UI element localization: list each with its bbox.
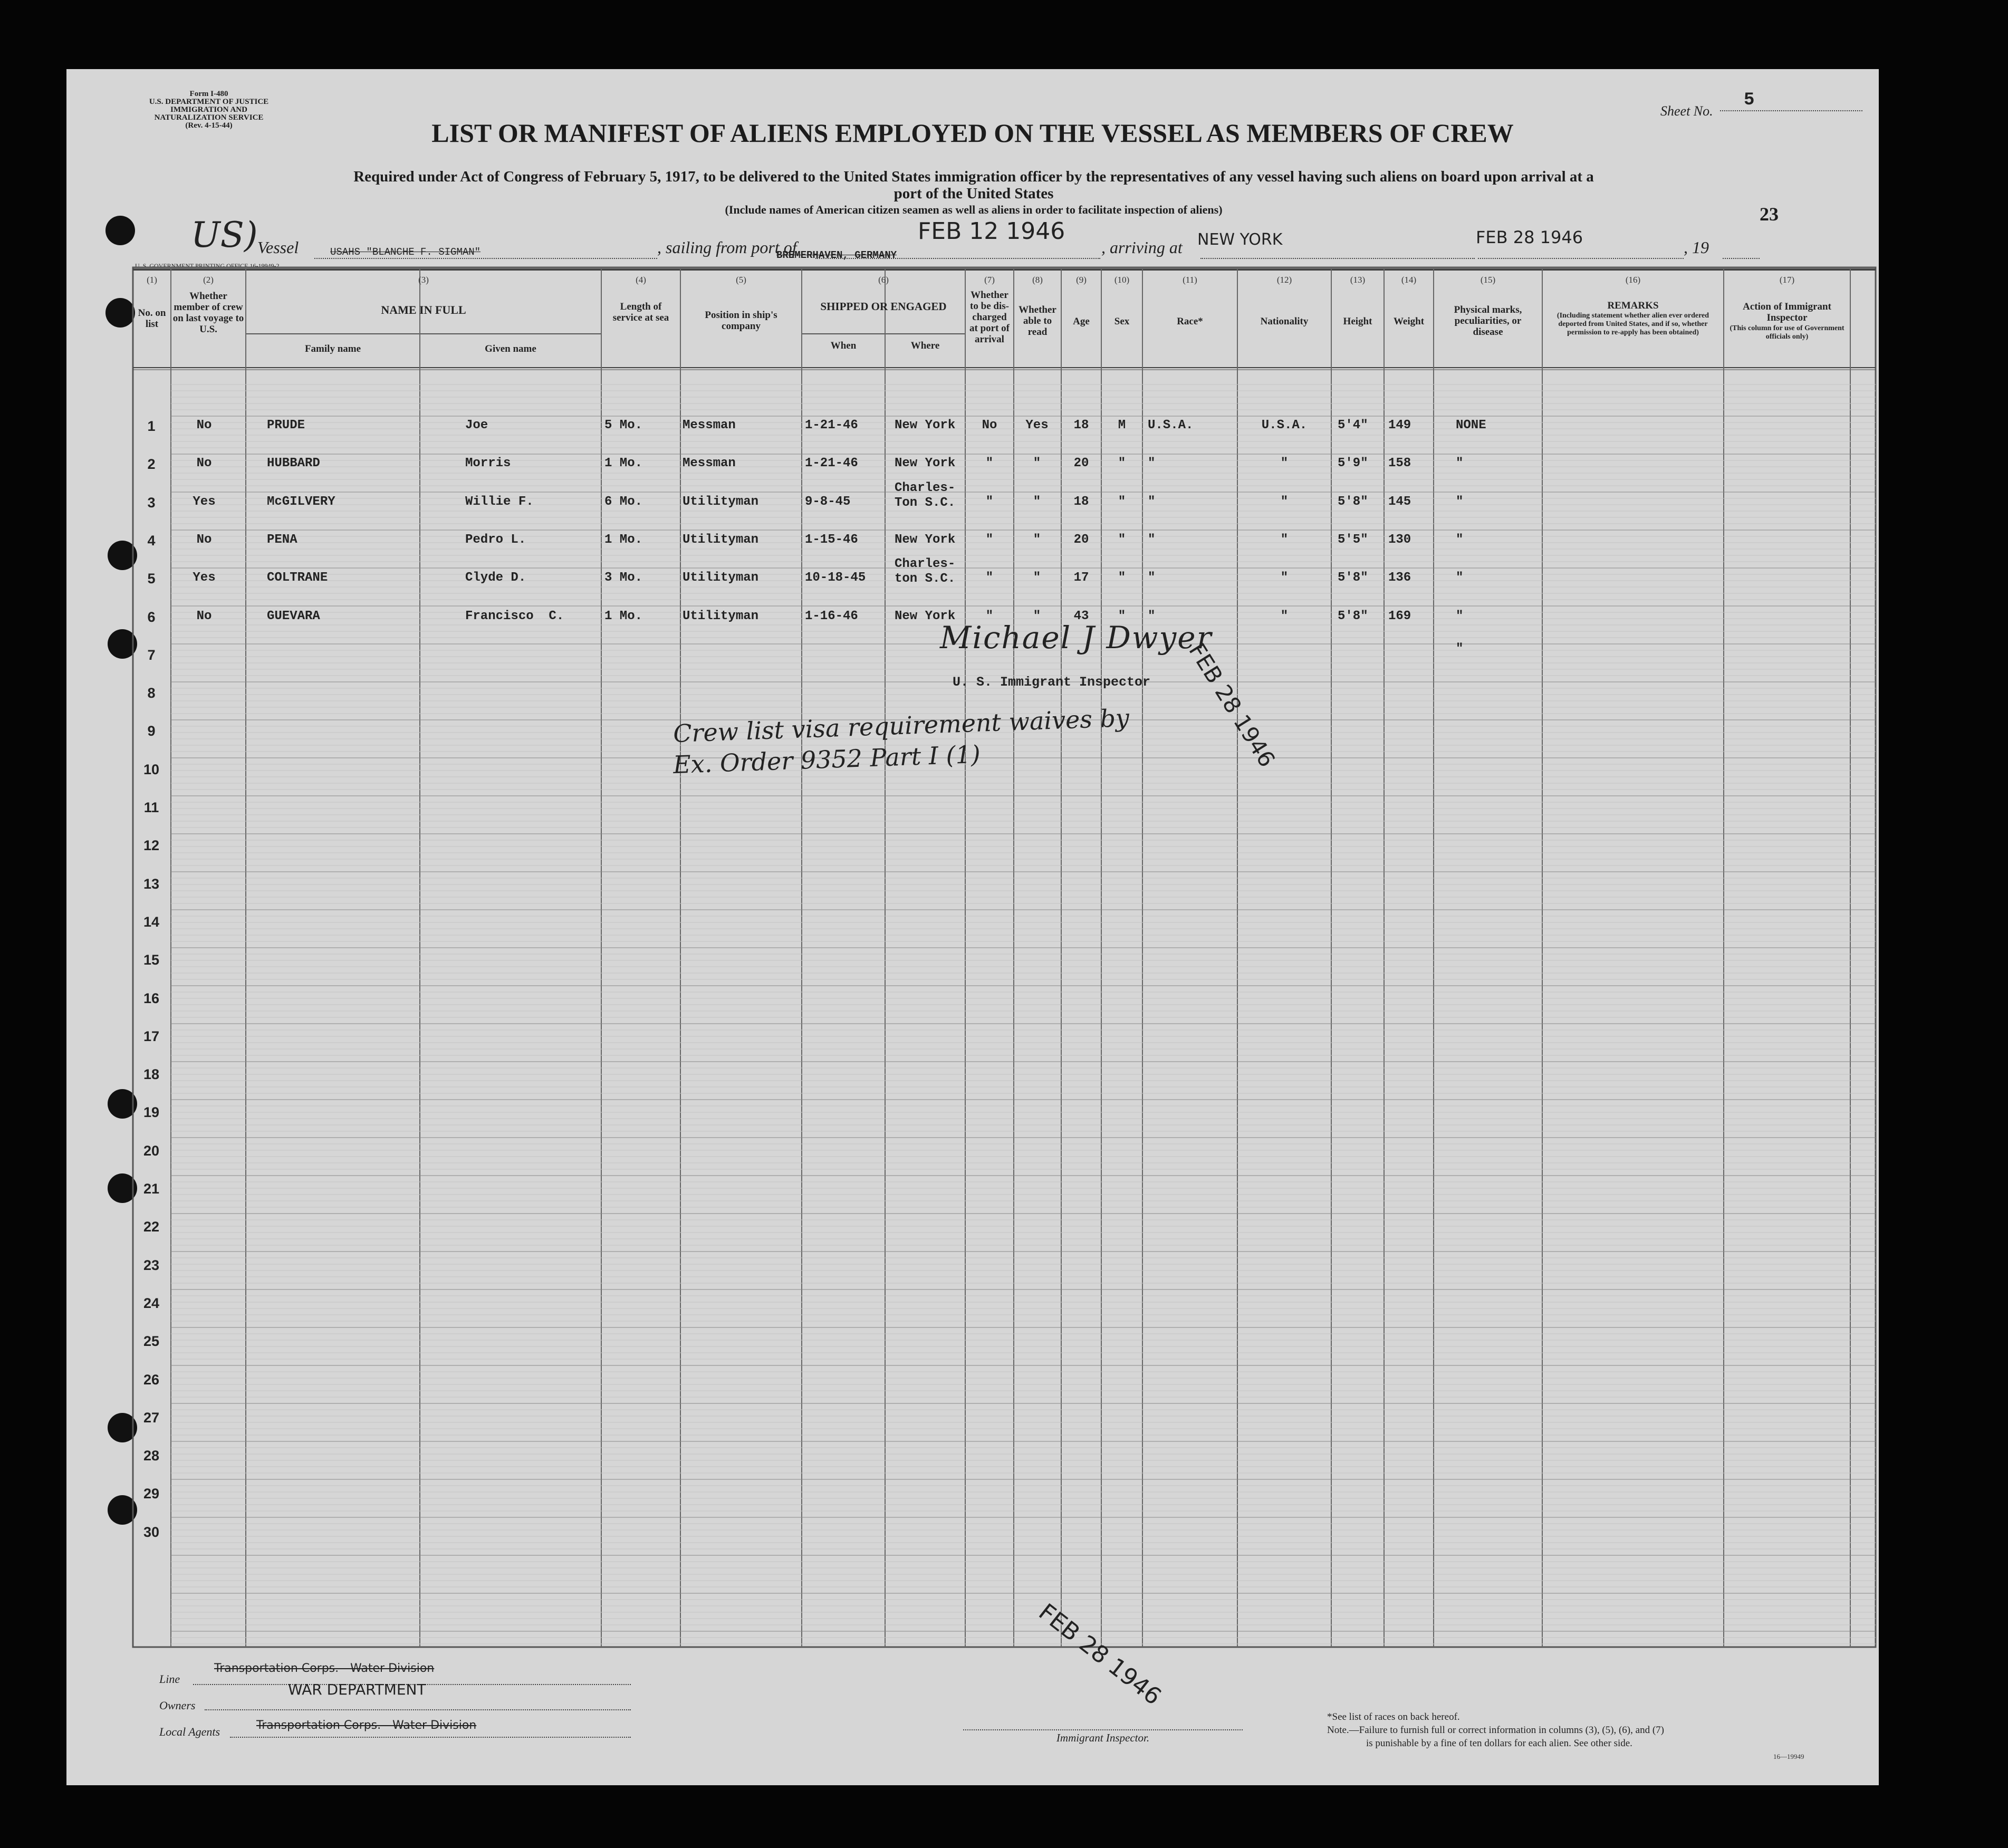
row-number: 24 [143,1295,160,1311]
cell-position: Utilityman [683,609,759,623]
subtitle-line-2: port of the United States [893,185,1054,202]
cell-read: " [1033,494,1041,509]
cell-member: No [196,418,212,432]
colnum-9: (9) [1076,275,1087,285]
colnum-11: (11) [1183,275,1197,285]
revision-date: (Rev. 4-15-44) [185,121,233,130]
colnum-3: (3) [418,275,429,285]
cell-race: " [1148,571,1156,585]
row-number: 18 [143,1066,160,1083]
cell-when: 9-8-45 [805,494,851,509]
header-family-name: Family name [304,343,361,354]
races-note: *See list of races on back hereof. [1327,1711,1460,1722]
cell-height: 5'8" [1338,571,1368,585]
row-number: 20 [143,1142,160,1159]
cell-age: 43 [1073,609,1089,623]
cell-height: 5'9" [1338,456,1368,471]
footer-notes [1327,1710,1664,1750]
colnum-1: (1) [147,275,157,285]
colnum-13: (13) [1350,275,1366,285]
sailing-port: BREMERHAVEN, GERMANY [776,249,897,261]
cell-position: Utilityman [683,571,759,585]
row-number: 29 [143,1486,160,1502]
header-name-in-full: NAME IN FULL [381,303,466,316]
cell-length: 1 Mo. [604,609,643,623]
cell-where: New York [895,532,956,547]
cell-age: 17 [1073,571,1089,585]
cell-where: New York [895,609,956,623]
cell-height: 5'4" [1338,418,1368,432]
cell-when: 1-16-46 [805,609,858,623]
row-number: 16 [143,990,160,1006]
cell-weight: 136 [1388,571,1411,585]
colnum-15: (15) [1480,275,1496,285]
header-length-of-service: Length of service at sea [612,301,669,323]
cell-discharged: " [985,456,994,471]
cell-where: Charles- Ton S.C. [895,480,956,510]
cell-sex: " [1118,456,1126,471]
manifest-sheet [66,69,1879,1785]
cell-family: McGILVERY [267,494,335,509]
penalty-note-1: Note.—Failure to furnish full or correct information in columns (3), (5), (6), and (7) [1327,1725,1664,1736]
header-where: Where [910,340,940,351]
row-number: 3 [147,494,156,511]
year-label: , 19 [1684,238,1709,257]
cell-sex: M [1118,418,1126,432]
cell-weight: 149 [1388,418,1411,432]
header-action: Action of Immigrant Inspector [1743,301,1831,323]
vessel-label: Vessel [257,238,299,257]
cell-position: Utilityman [683,494,759,509]
signature-date-stamp: FEB 28 1946 [1184,639,1281,772]
cell-race: " [1148,532,1156,547]
header-remarks: REMARKS [1607,300,1659,311]
row-number: 21 [143,1181,160,1197]
cell-position: Messman [683,456,736,471]
cell-member: No [196,609,212,623]
cell-given: Clyde D. [465,571,526,585]
cell-read: " [1033,456,1041,471]
header-action-note: (This column for use of Government officials only) [1730,324,1844,341]
cell-read: Yes [1025,418,1049,432]
cell-when: 1-15-46 [805,532,858,547]
cell-when: 1-21-46 [805,418,858,432]
cell-read: " [1033,609,1041,623]
footer-agents-label: Local Agents [159,1725,220,1738]
cell-race: U.S.A. [1148,418,1194,432]
cell-sex: " [1118,494,1126,509]
service-name: IMMIGRATION AND NATURALIZATION SERVICE [154,105,264,122]
colnum-10: (10) [1114,275,1130,285]
colnum-17: (17) [1779,275,1795,285]
handwritten-note-line-2: Ex. Order 9352 Part I (1) [672,739,981,779]
cell-nationality: " [1280,532,1289,547]
cell-given: Joe [465,418,488,432]
arriving-label: , arriving at [1101,238,1183,257]
footer-date-stamp: FEB 28 1946 [1033,1599,1167,1711]
header-age: Age [1073,316,1090,327]
penalty-note-2: is punishable by a fine of ten dollars for each alien. See other side. [1366,1738,1632,1749]
cell-member: Yes [193,571,216,585]
cell-discharged: " [985,571,994,585]
row-number: 28 [143,1448,160,1464]
cell-physical: " [1456,494,1464,509]
cell-age: 20 [1073,532,1089,547]
row-number: 7 [147,647,156,663]
footer-inspector-label: Immigrant Inspector. [1056,1731,1150,1744]
cell-length: 6 Mo. [604,494,643,509]
cell-where: New York [895,456,956,471]
cell-nationality: " [1280,571,1289,585]
cell-discharged: " [985,494,994,509]
cell-race: " [1148,609,1156,623]
cell-race: " [1148,456,1156,471]
cell-discharged: No [982,418,997,432]
sheet-label: Sheet No. [1660,103,1713,119]
header-when: When [830,340,857,351]
colnum-5: (5) [736,275,746,285]
page-number: 23 [1760,204,1779,225]
cell-weight: 145 [1388,494,1411,509]
cell-length: 3 Mo. [604,571,643,585]
colnum-4: (4) [636,275,646,285]
row-number: 22 [143,1219,160,1235]
header-physical-marks: Physical marks, peculiarities, or disease [1454,304,1522,338]
cell-age: 18 [1073,418,1089,432]
row-number: 8 [147,685,156,701]
cell-age: 18 [1073,494,1089,509]
row-number: 11 [143,800,159,815]
cell-physical: " [1456,532,1464,547]
footer-form-code: 16—19949 [1773,1753,1804,1760]
cell-length: 5 Mo. [604,418,643,432]
colnum-7: (7) [984,275,995,285]
cell-position: Utilityman [683,532,759,547]
cell-discharged: " [985,609,994,623]
row7-physical: " [1456,642,1464,656]
cell-member: No [196,456,212,471]
subtitle-line-3: (Include names of American citizen seamen as well as aliens in order to facilitate inspection of aliens) [725,203,1223,216]
cell-given: Willie F. [465,494,534,509]
header-nationality: Nationality [1260,316,1309,327]
row-number: 10 [143,761,160,777]
row-number: 17 [143,1028,160,1044]
colnum-8: (8) [1032,275,1043,285]
cell-given: Morris [465,456,511,471]
cell-sex: " [1118,532,1126,547]
row-number: 15 [143,952,160,968]
cell-physical: " [1456,456,1464,471]
handwritten-note-line-1: Crew list visa requirement waives by [672,703,1130,748]
cell-physical: NONE [1456,418,1486,432]
colnum-6: (6) [878,275,889,285]
cell-family: COLTRANE [267,571,328,585]
header-shipped-or-engaged: SHIPPED OR ENGAGED [820,300,947,313]
row-number: 30 [143,1524,160,1540]
header-discharged: Whether to be dis-charged at port of arrival [969,290,1010,345]
cell-family: PRUDE [267,418,305,432]
cell-physical: " [1456,571,1464,585]
cell-weight: 158 [1388,456,1411,471]
footer-owners-label: Owners [159,1699,196,1712]
header-weight: Weight [1393,316,1425,327]
department-name: U.S. DEPARTMENT OF JUSTICE [149,98,269,106]
cell-physical: " [1456,609,1464,623]
header-able-to-read: Whether able to read [1019,304,1056,338]
footer-line-value: Transportation Corps. - Water Division [214,1662,435,1675]
sheet-number: 5 [1744,90,1755,110]
cell-weight: 169 [1388,609,1411,623]
cell-family: HUBBARD [267,456,320,471]
header-no-on-list: No. on list [138,307,166,330]
cell-where: New York [895,418,956,432]
colnum-16: (16) [1625,275,1641,285]
cell-given: Pedro L. [465,532,526,547]
row-number: 27 [143,1409,160,1426]
cell-sex: " [1118,571,1126,585]
cell-height: 5'8" [1338,609,1368,623]
row-number: 19 [143,1104,160,1121]
cell-nationality: " [1280,494,1289,509]
row-number: 14 [143,913,160,930]
cell-sex: " [1118,609,1126,623]
header-remarks-note: (Including statement whether alien ever ordered deported from United States, and if so, whether permission to re-apply has been obtained) [1557,312,1709,336]
arrival-date-stamp: FEB 28 1946 [1476,227,1583,247]
row-number: 23 [143,1257,160,1273]
cell-read: " [1033,532,1041,547]
cell-length: 1 Mo. [604,456,643,471]
row-number: 12 [143,838,160,854]
cell-position: Messman [683,418,736,432]
header-sex: Sex [1114,316,1130,327]
cell-family: GUEVARA [267,609,320,623]
row-number: 2 [147,456,156,473]
subtitle-line-1: Required under Act of Congress of February 5, 1917, to be delivered to the United States immigration officer by the representatives of any vessel having such aliens on board upon arrival at a [353,168,1594,185]
sailing-label: , sailing from port of [657,238,797,257]
cell-height: 5'5" [1338,532,1368,547]
row-number: 1 [147,418,156,434]
row-number: 4 [147,532,156,548]
cell-when: 10-18-45 [805,571,866,585]
handwritten-us-mark: US) [191,215,258,255]
cell-weight: 130 [1388,532,1411,547]
row-number: 6 [147,609,156,625]
header-position: Position in ship's company [705,310,777,332]
cell-nationality: U.S.A. [1261,418,1308,432]
colnum-12: (12) [1276,275,1292,285]
cell-length: 1 Mo. [604,532,643,547]
cell-race: " [1148,494,1156,509]
row-number: 26 [143,1371,160,1388]
cell-when: 1-21-46 [805,456,858,471]
vessel-name: USAHS "BLANCHE F. SIGMAN" [330,246,481,258]
header-race: Race* [1177,316,1203,327]
header-whether-member: Whether member of crew on last voyage to U.S. [172,291,244,335]
row-number: 13 [143,875,160,892]
cell-where: Charles- ton S.C. [895,557,956,586]
footer-agents-value: Transportation Corps. - Water Division [256,1719,477,1732]
header-given-name: Given name [485,343,536,354]
footer-line-label: Line [159,1672,180,1686]
colnum-2: (2) [203,275,214,285]
row-number: 5 [147,571,156,587]
cell-read: " [1033,571,1041,585]
cell-family: PENA [267,532,297,547]
cell-height: 5'8" [1338,494,1368,509]
inspector-signature: Michael J Dwyer [940,620,1213,656]
page-title: LIST OR MANIFEST OF ALIENS EMPLOYED ON THE VESSEL AS MEMBERS OF CREW [431,118,1514,148]
arriving-port: NEW YORK [1197,230,1283,249]
cell-given: Francisco C. [465,609,564,623]
cell-nationality: " [1280,456,1289,471]
cell-age: 20 [1073,456,1089,471]
cell-nationality: " [1280,609,1289,623]
sailing-date-stamp: FEB 12 1946 [918,218,1065,245]
printing-office-line: U. S. GOVERNMENT PRINTING OFFICE 16-19949-2 [135,262,280,270]
header-height: Height [1343,316,1372,327]
form-number: Form I-480 [189,90,228,98]
row-number: 9 [147,723,156,739]
cell-member: Yes [193,494,216,509]
colnum-14: (14) [1401,275,1417,285]
cell-discharged: " [985,532,994,547]
cell-member: No [196,532,212,547]
footer-owners-value: WAR DEPARTMENT [288,1681,426,1698]
row-number: 25 [143,1333,160,1350]
inspector-title: U. S. Immigrant Inspector [953,675,1151,690]
